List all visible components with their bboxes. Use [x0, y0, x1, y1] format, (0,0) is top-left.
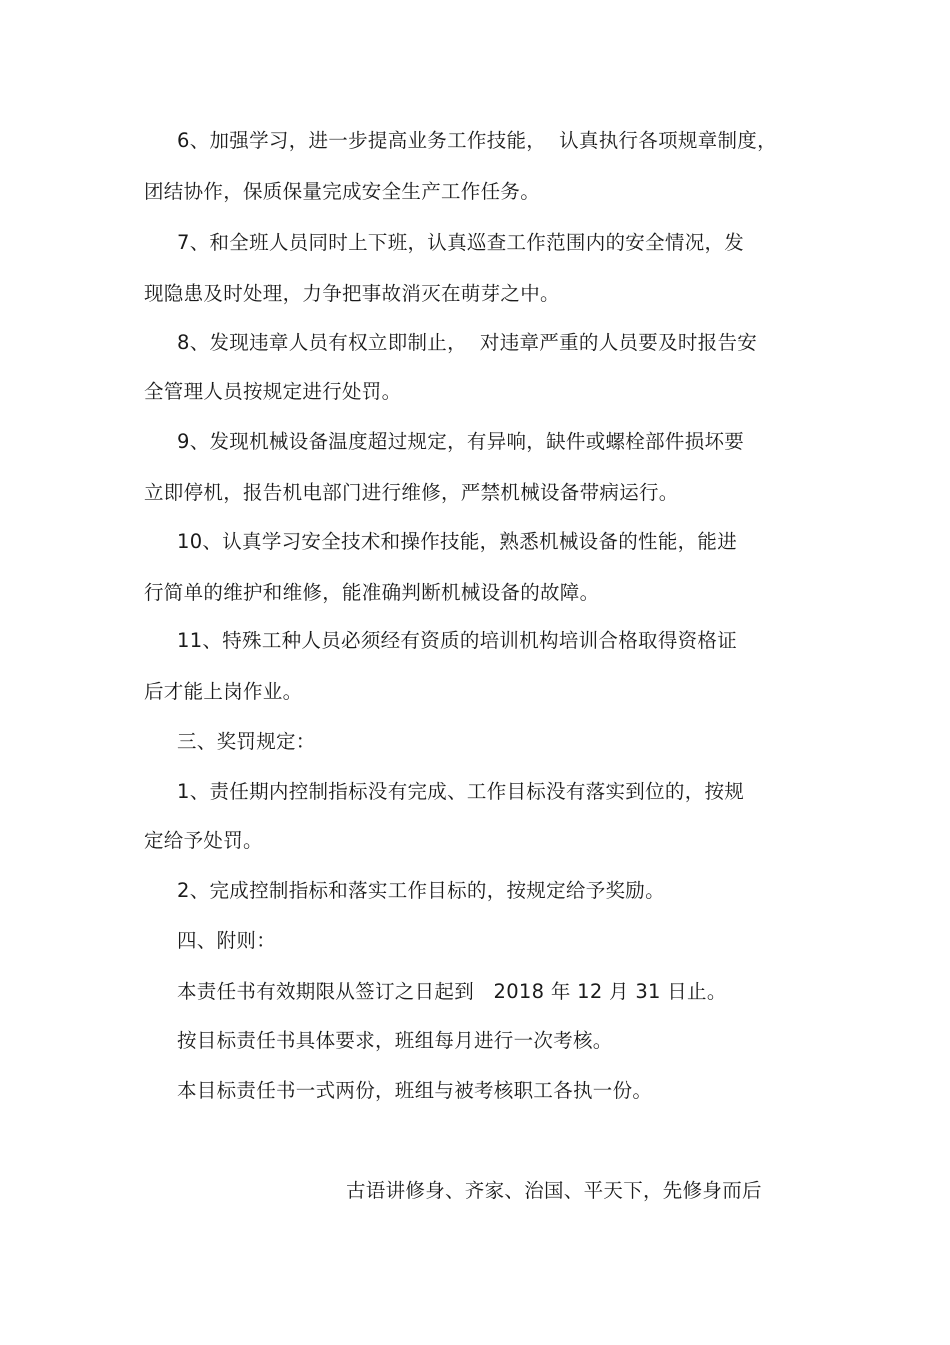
item-10-line-1: 10、认真学习安全技术和操作技能，熟悉机械设备的性能，能进 — [177, 530, 738, 553]
item-6-line-1: 6、加强学习，进一步提高业务工作技能， 认真执行各项规章制度， — [177, 129, 777, 152]
item-11-line-2: 后才能上岗作业。 — [144, 680, 303, 703]
section-3-heading: 三、奖罚规定： — [177, 730, 316, 753]
item-7-line-2: 现隐患及时处理，力争把事故消灭在萌芽之中。 — [144, 282, 560, 305]
reward-item-1-line-1: 1、责任期内控制指标没有完成、工作目标没有落实到位的，按规 — [177, 780, 745, 803]
appendix-line-2: 按目标责任书具体要求，班组每月进行一次考核。 — [177, 1029, 613, 1052]
item-10-line-2: 行简单的维护和维修，能准确判断机械设备的故障。 — [144, 581, 600, 604]
item-9-line-2: 立即停机，报告机电部门进行维修，严禁机械设备带病运行。 — [144, 481, 679, 504]
item-8-line-2: 全管理人员按规定进行处罚。 — [144, 380, 402, 403]
item-8-line-1: 8、发现违章人员有权立即制止， 对违章严重的人员要及时报告安 — [177, 331, 758, 354]
item-6-line-2: 团结协作，保质保量完成安全生产工作任务。 — [144, 180, 541, 203]
appendix-line-3: 本目标责任书一式两份，班组与被考核职工各执一份。 — [177, 1079, 653, 1102]
item-9-line-1: 9、发现机械设备温度超过规定，有异响，缺件或螺栓部件损坏要 — [177, 430, 745, 453]
closing-paragraph-line: 古语讲修身、齐家、治国、平天下，先修身而后 — [346, 1179, 762, 1202]
appendix-line-1: 本责任书有效期限从签订之日起到 2018 年 12 月 31 日止。 — [177, 980, 727, 1003]
section-4-heading: 四、附则： — [177, 929, 277, 952]
reward-item-2-line-1: 2、完成控制指标和落实工作目标的，按规定给予奖励。 — [177, 879, 665, 902]
item-7-line-1: 7、和全班人员同时上下班，认真巡查工作范围内的安全情况，发 — [177, 231, 745, 254]
reward-item-1-line-2: 定给予处罚。 — [144, 829, 263, 852]
item-11-line-1: 11、特殊工种人员必须经有资质的培训机构培训合格取得资格证 — [177, 629, 738, 652]
